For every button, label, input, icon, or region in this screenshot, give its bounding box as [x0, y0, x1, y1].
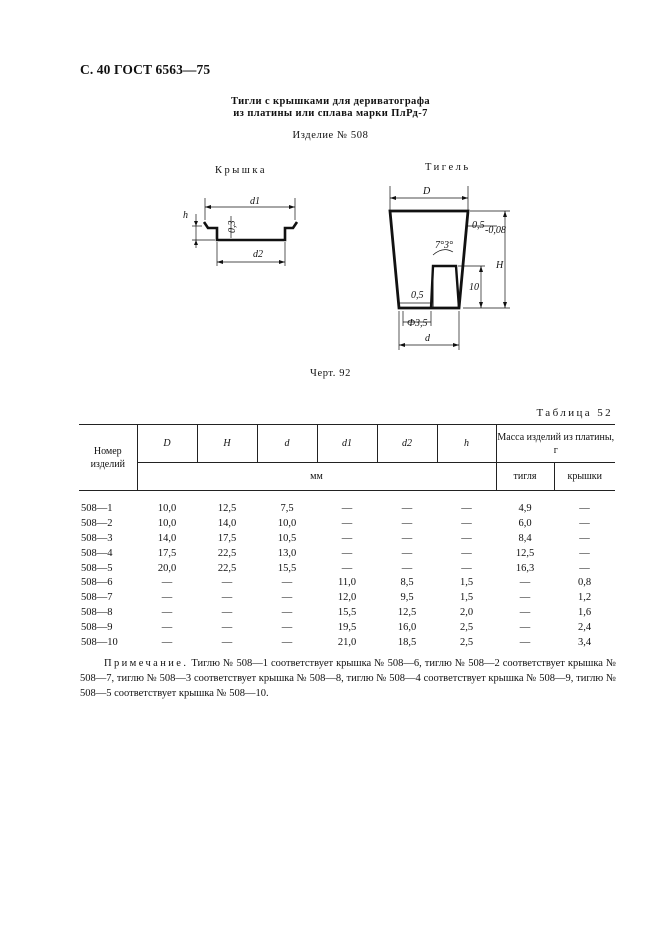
crucible-body [390, 211, 468, 308]
table-cell: 22,5 [217, 547, 237, 559]
table-cell: — [281, 607, 293, 619]
table-cell: 508—3 [81, 532, 113, 544]
table-cell: 14,0 [217, 517, 237, 529]
table-cell: — [401, 502, 413, 514]
table-cell: — [461, 502, 472, 514]
table-cell: 508—7 [81, 592, 113, 604]
table-cell: 14,0 [157, 532, 177, 544]
title-line-2: из платины или сплава марки ПлРд-7 [233, 108, 428, 119]
crucible-D-label: D [423, 186, 431, 197]
crucible-wall-tol-label: -0,08 [485, 225, 506, 236]
table-cell: 10,5 [277, 532, 297, 544]
table-row [79, 575, 615, 590]
table-cell: — [461, 562, 472, 574]
table-row [79, 546, 615, 561]
table-cell: 4,9 [518, 502, 532, 514]
table-row [79, 516, 615, 531]
table-cell: — [161, 577, 173, 589]
lid-d2-label: d2 [253, 249, 263, 260]
mass-crucible-header: тигля [496, 463, 554, 491]
lid-thickness-label: 0,3 [227, 220, 238, 233]
table-cell: — [341, 517, 353, 529]
table-cell: 13,0 [277, 547, 297, 559]
table-cell: — [579, 517, 590, 529]
table-cell: 508—8 [81, 607, 113, 619]
table-cell: 10,0 [157, 502, 177, 514]
table-cell: — [579, 502, 590, 514]
table-cell: 8,5 [400, 577, 414, 589]
table-cell: 20,0 [157, 562, 177, 574]
table-cell: — [461, 547, 472, 559]
table-cell: 17,5 [157, 547, 177, 559]
table-cell: 508—5 [81, 562, 113, 574]
lid-h-label: h [183, 210, 188, 221]
table-row [79, 491, 615, 516]
crucible-bottom-label: 0,5 [411, 290, 424, 301]
crucible-drawing [385, 180, 530, 355]
table-row [79, 620, 615, 635]
table-cell: 18,5 [397, 636, 417, 648]
crucible-label: Тигель [425, 162, 471, 173]
table-row [79, 561, 615, 576]
crucible-10-label: 10 [469, 282, 479, 293]
table-cell: — [341, 502, 353, 514]
title-line-1: Тигли с крышками для дериватографа [230, 96, 431, 107]
col-name-header: Номер изделий [79, 425, 137, 491]
table-cell: — [221, 592, 233, 604]
table-number: Таблица 52 [536, 407, 613, 419]
table-cell: 508—4 [81, 547, 113, 559]
col-d2-header: d2 [377, 425, 437, 463]
table-cell: 1,5 [459, 592, 474, 604]
table-cell: 16,0 [397, 622, 417, 634]
page-header: С. 40 ГОСТ 6563—75 [80, 62, 211, 77]
table-cell: — [281, 622, 293, 634]
table-cell: — [519, 577, 531, 589]
table-cell: — [401, 562, 413, 574]
table-cell: 508—1 [81, 502, 113, 514]
table-cell: 2,5 [459, 622, 474, 634]
figure-caption: Черт. 92 [310, 368, 351, 379]
table-row [79, 531, 615, 546]
table-cell: 10,0 [157, 517, 177, 529]
table-cell: — [341, 562, 353, 574]
table-cell: — [161, 607, 173, 619]
col-h-header: h [437, 425, 496, 463]
table-row [79, 635, 615, 650]
table-cell: 15,5 [277, 562, 297, 574]
lid-profile [204, 222, 297, 240]
table-cell: — [519, 636, 531, 648]
table-cell: 508—6 [81, 577, 113, 589]
table-cell: 508—2 [81, 517, 113, 529]
table-cell: — [281, 577, 293, 589]
table-cell: — [341, 532, 353, 544]
crucible-angle-label: 7°3° [435, 240, 453, 251]
table-cell: 12,5 [515, 547, 535, 559]
table-cell: — [519, 592, 531, 604]
note [80, 656, 616, 701]
table-cell: — [281, 592, 293, 604]
table-cell: 3,4 [577, 636, 592, 648]
table-cell: 10,0 [277, 517, 297, 529]
table-cell: 2,4 [577, 622, 592, 634]
table-cell: 2,0 [459, 607, 474, 619]
table-cell: — [281, 636, 293, 648]
lid-drawing [180, 190, 305, 270]
table-cell: 19,5 [337, 622, 357, 634]
table-cell: 12,0 [337, 592, 357, 604]
table-cell: 21,0 [337, 636, 357, 648]
note-text: Тиглю № 508—1 соответствует крышка № 508—6, тиглю № 508—2 соответствует крышка № 508—7, тиглю № 508—3 соответствует крышка № 508—8, тиглю № 508—4 соответствует крышка № 508—9, тиглю № 508—5 соответствует крышка № 508—10. [80, 658, 616, 699]
table-cell: 12,5 [217, 502, 237, 514]
table-cell: 22,5 [217, 562, 237, 574]
table-cell: 12,5 [397, 607, 417, 619]
table-cell: 508—9 [81, 622, 113, 634]
lid-label: Крышка [215, 165, 267, 176]
table-cell: 1,2 [577, 592, 592, 604]
crucible-hole-label: Ф3,5 [407, 318, 428, 329]
table-cell: — [579, 532, 590, 544]
col-d-header: d [257, 425, 317, 463]
table-cell: 8,4 [518, 532, 532, 544]
table-row [79, 605, 615, 620]
table-cell: 0,8 [577, 577, 592, 589]
table-cell: — [579, 562, 590, 574]
table-cell: 1,6 [577, 607, 592, 619]
table-cell: 9,5 [400, 592, 414, 604]
table-cell: — [161, 592, 173, 604]
table-cell: — [461, 517, 472, 529]
col-D-header: D [137, 425, 197, 463]
data-table [79, 424, 615, 650]
table-cell: — [401, 532, 413, 544]
crucible-wall-label: 0,5 [472, 220, 485, 231]
table-cell: — [221, 577, 233, 589]
table-cell: — [161, 622, 173, 634]
mass-lid-header: крышки [554, 463, 615, 491]
col-H-header: H [197, 425, 257, 463]
table-row [79, 590, 615, 605]
table-cell: — [401, 547, 413, 559]
mass-header: Масса изделий из платины, г [496, 425, 615, 463]
table-cell: — [461, 532, 472, 544]
table-cell: — [519, 607, 531, 619]
table-cell: — [341, 547, 353, 559]
col-d1-header: d1 [317, 425, 377, 463]
table-cell: 11,0 [338, 577, 356, 589]
table-cell: 16,3 [515, 562, 535, 574]
table-cell: — [401, 517, 413, 529]
table-cell: 7,5 [280, 502, 294, 514]
product-label: Изделие № 508 [292, 130, 369, 141]
table-cell: 2,5 [459, 636, 474, 648]
crucible-H-label: H [496, 260, 504, 271]
table-cell: — [221, 622, 233, 634]
table-cell: — [221, 607, 233, 619]
lid-d1-label: d1 [250, 196, 260, 207]
table-cell: 15,5 [337, 607, 357, 619]
table-cell: 1,5 [459, 577, 474, 589]
table-cell: — [519, 622, 531, 634]
table-cell: 17,5 [217, 532, 237, 544]
table-cell: — [579, 547, 590, 559]
table-cell: 508—10 [81, 636, 118, 648]
table-cell: — [221, 636, 233, 648]
table-cell: — [161, 636, 173, 648]
table-cell: 6,0 [518, 517, 532, 529]
crucible-d-label: d [425, 333, 430, 344]
units-header: мм [137, 463, 496, 491]
note-label: Примечание. [104, 658, 189, 669]
